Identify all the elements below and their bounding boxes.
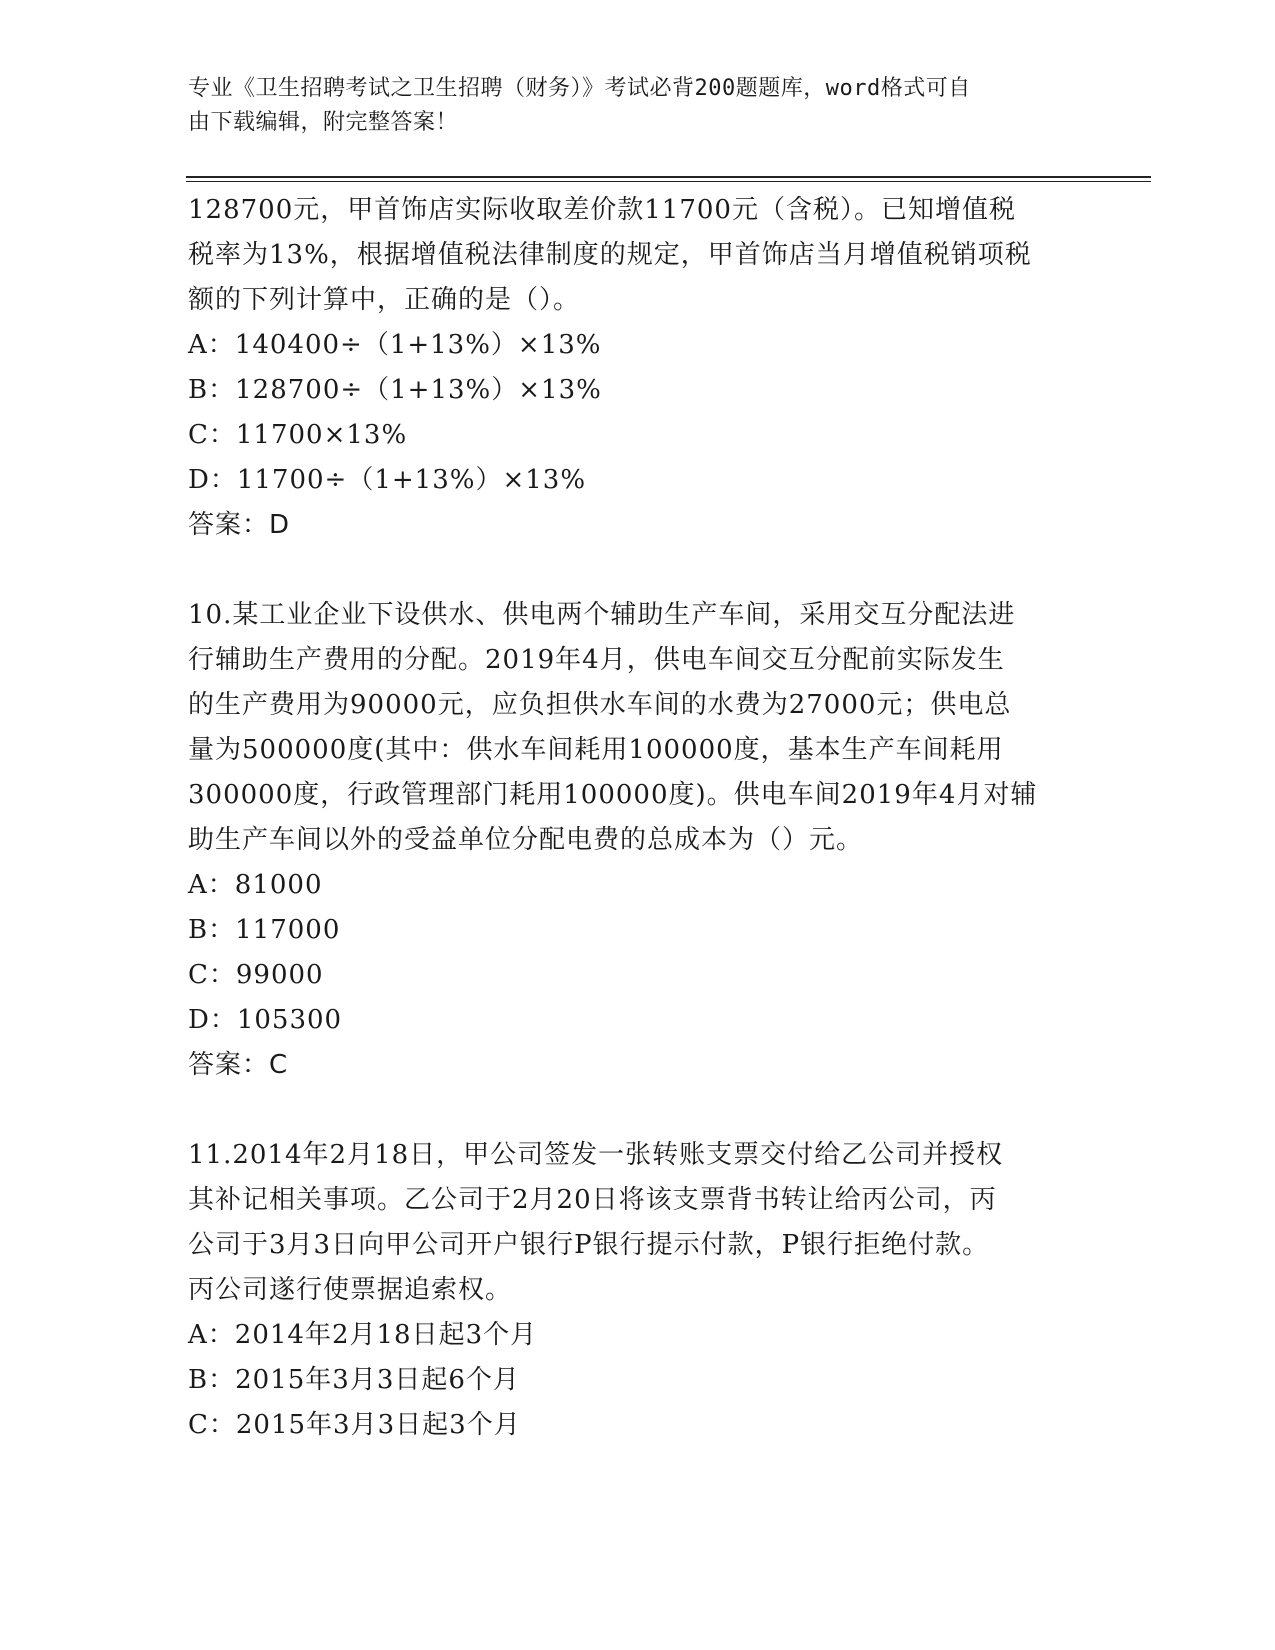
header-rule-thin — [186, 181, 1151, 182]
document-body — [188, 188, 1088, 1448]
question-text-line: 10.某工业企业下设供水、供电两个辅助生产车间，采用交互分配法进 — [188, 600, 1016, 630]
question-text-line: 量为500000度(其中：供水车间耗用100000度，基本生产车间耗用 — [188, 735, 1004, 765]
option-d: D：11700÷（1+13%）×13% — [188, 465, 587, 495]
document-header — [188, 72, 1088, 140]
header-line-2: 由下载编辑，附完整答案！ — [188, 110, 459, 135]
question-text-line: 税率为13%，根据增值税法律制度的规定，甲首饰店当月增值税销项税 — [188, 240, 1032, 270]
option-c: C：99000 — [188, 960, 324, 990]
question-text-line: 额的下列计算中，正确的是（）。 — [188, 285, 581, 315]
question-9 — [188, 188, 1088, 548]
question-10 — [188, 593, 1088, 1088]
question-text-line: 丙公司遂行使票据追索权。 — [188, 1275, 513, 1305]
option-b: B：2015年3月3日起6个月 — [188, 1365, 520, 1395]
question-text-line: 公司于3月3日向甲公司开户银行P银行提示付款，P银行拒绝付款。 — [188, 1230, 990, 1260]
question-text-line: 128700元，甲首饰店实际收取差价款11700元（含税）。已知增值税 — [188, 195, 1016, 225]
option-b: B：128700÷（1+13%）×13% — [188, 375, 602, 405]
option-a: A：140400÷（1+13%）×13% — [188, 330, 602, 360]
option-c: C：11700×13% — [188, 420, 408, 450]
spacer — [188, 548, 1088, 593]
question-text-line: 11.2014年2月18日，甲公司签发一张转账支票交付给乙公司并授权 — [188, 1140, 1004, 1170]
header-line-1: 专业《卫生招聘考试之卫生招聘（财务）》考试必背200题题库，word格式可自 — [188, 76, 971, 101]
header-rule-thick — [186, 176, 1151, 178]
question-11 — [188, 1133, 1088, 1448]
option-c: C：2015年3月3日起3个月 — [188, 1410, 521, 1440]
spacer — [188, 1088, 1088, 1133]
option-a: A：81000 — [188, 870, 323, 900]
option-a: A：2014年2月18日起3个月 — [188, 1320, 538, 1350]
answer-label: 答案：D — [188, 510, 291, 540]
question-text-line: 300000度，行政管理部门耗用100000度)。供电车间2019年4月对辅 — [188, 780, 1038, 810]
question-text-line: 的生产费用为90000元，应负担供水车间的水费为27000元；供电总 — [188, 690, 1012, 720]
question-text-line: 助生产车间以外的受益单位分配电费的总成本为（）元。 — [188, 825, 864, 855]
option-b: B：117000 — [188, 915, 341, 945]
option-d: D：105300 — [188, 1005, 343, 1035]
answer-label: 答案：C — [188, 1050, 289, 1080]
question-text-line: 其补记相关事项。乙公司于2月20日将该支票背书转让给丙公司，丙 — [188, 1185, 997, 1215]
question-text-line: 行辅助生产费用的分配。2019年4月，供电车间交互分配前实际发生 — [188, 645, 1005, 675]
